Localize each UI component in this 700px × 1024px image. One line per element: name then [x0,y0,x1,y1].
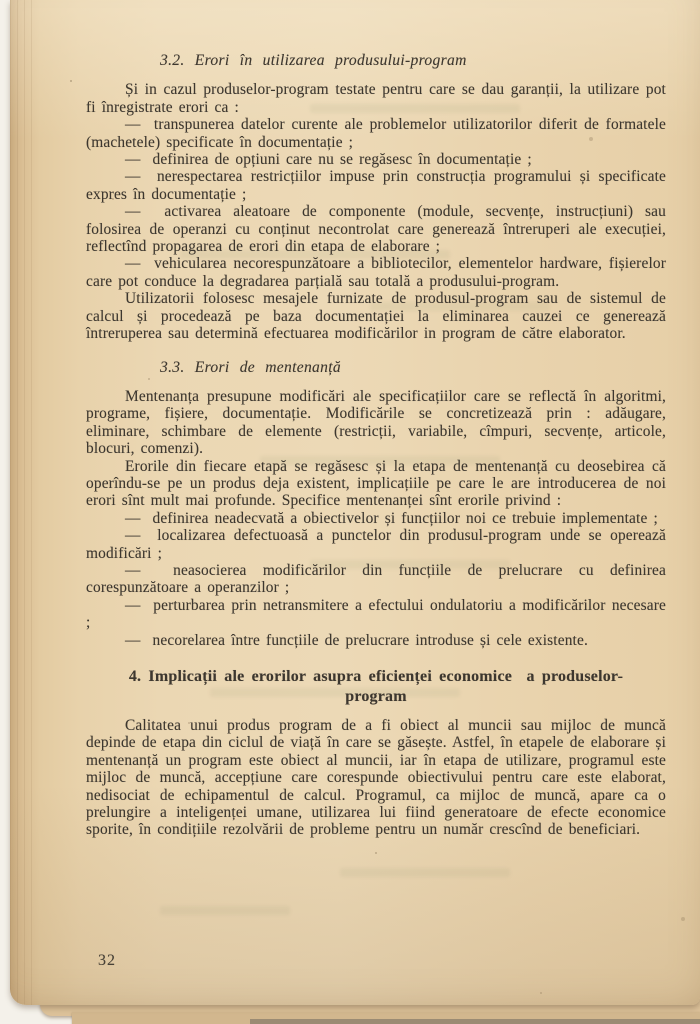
section-4-heading-line-1: 4. Implicații ale erorilor asupra eficienței economice a produselor- [128,668,624,685]
section-3-2-heading: 3.2. Erori în utilizarea produsului-program [160,52,467,69]
text-block [86,52,666,839]
section-3-3-paragraph-1: Mentenanța presupune modificări ale specificațiilor care se reflectă în algoritmi, programe, fișiere, documentație. Modificările se concretizează prin : adăugare, eliminare, schimbare de elemente (restricții, variabile, cîmpuri, secvențe, articole, blocuri, comenzi). [86,387,666,458]
page-stack-shadow [250,1019,700,1024]
list-item: — localizarea defectuoasă a punctelor din produsul-program unde se operează modificări ; [86,527,666,562]
list-item: — definirea de opțiuni care nu se regăsesc în documentație ; [125,151,532,169]
list-item: — vehicularea necorespunzătoare a bibliotecilor, elementelor hardware, fișierelor care pot conduce la degradarea parțială sau totală a produsului-program. [86,255,666,290]
list-item: — neasocierea modificărilor din funcțiile de prelucrare cu definirea corespunzătoare a operanzilor ; [86,561,666,597]
section-4-heading-line-2: program [345,687,407,705]
list-item: — definirea neadecvată a obiectivelor și funcțiilor noi ce trebuie implementate ; [125,509,658,527]
list-item: — activarea aleatoare de componente (module, secvențe, instrucțiuni) sau folosirea de operanzi cu conținut necontrolat care generează întreruperi ale execuției, reflectînd propagarea de erori din etapa de elaborare ; [86,203,666,256]
section-4-heading [86,667,666,706]
section-3-2-intro: Și in cazul produselor-program testate pentru care se dau garanții, la utilizare pot fi înregistrate erori ca : [86,81,666,116]
section-3-3-heading: 3.3. Erori de mentenanță [160,358,341,376]
list-item: — perturbarea prin netransmitere a efectului ondulatoriu a modificărilor necesare ; [86,596,666,632]
section-3-3-paragraph-2: Erorile din fiecare etapă se regăsesc și la etapa de mentenanță cu deosebirea că operîndu-se pe un produs deja existent, implicațiile pe care le are introducerea de noi erori sînt mult mai profunde. Specifice mentenanței sînt erorile privind : [86,457,666,510]
list-item: — nerespectarea restricțiilor impuse prin construcția programului și specificate expres în documentație ; [86,168,666,203]
page-number: 32 [98,952,116,969]
book-page [10,0,700,1005]
section-4-paragraph: Calitatea unui produs program de a fi obiect al muncii sau mijloc de muncă depinde de etapa din ciclul de viață în care se găsește. Astfel, în etapele de elaborare și mentenanță un program este obiect al muncii, iar în etapa de utilizare, programul este mijloc de muncă, accepțiune care corespunde obiectivului pentru care este elaborat, nedisociat de echipamentul de calcul. Programul, ca mijloc de muncă, apare ca o prelungire a inteligenței umane, utilizarea lui fiind generatoare de efecte economice sporite, în condițiile rezolvării de probleme pentru un număr crescînd de beneficiari. [86,717,666,839]
list-item: — transpunerea datelor curente ale problemelor utilizatorilor diferit de formatele (machetele) specificate în documentație ; [86,116,666,151]
paper-specks [70,80,72,82]
list-item: — necorelarea între funcțiile de prelucrare introduse și cele existente. [125,631,588,649]
binding-crease [10,0,38,1005]
section-3-2-closing: Utilizatorii folosesc mesajele furnizate de produsul-program sau de sistemul de calcul și procedează pe baza documentației la eliminarea cauzei ce generează întreruperea sau determină efectuarea modificărilor in program de către elaborator. [86,290,666,343]
